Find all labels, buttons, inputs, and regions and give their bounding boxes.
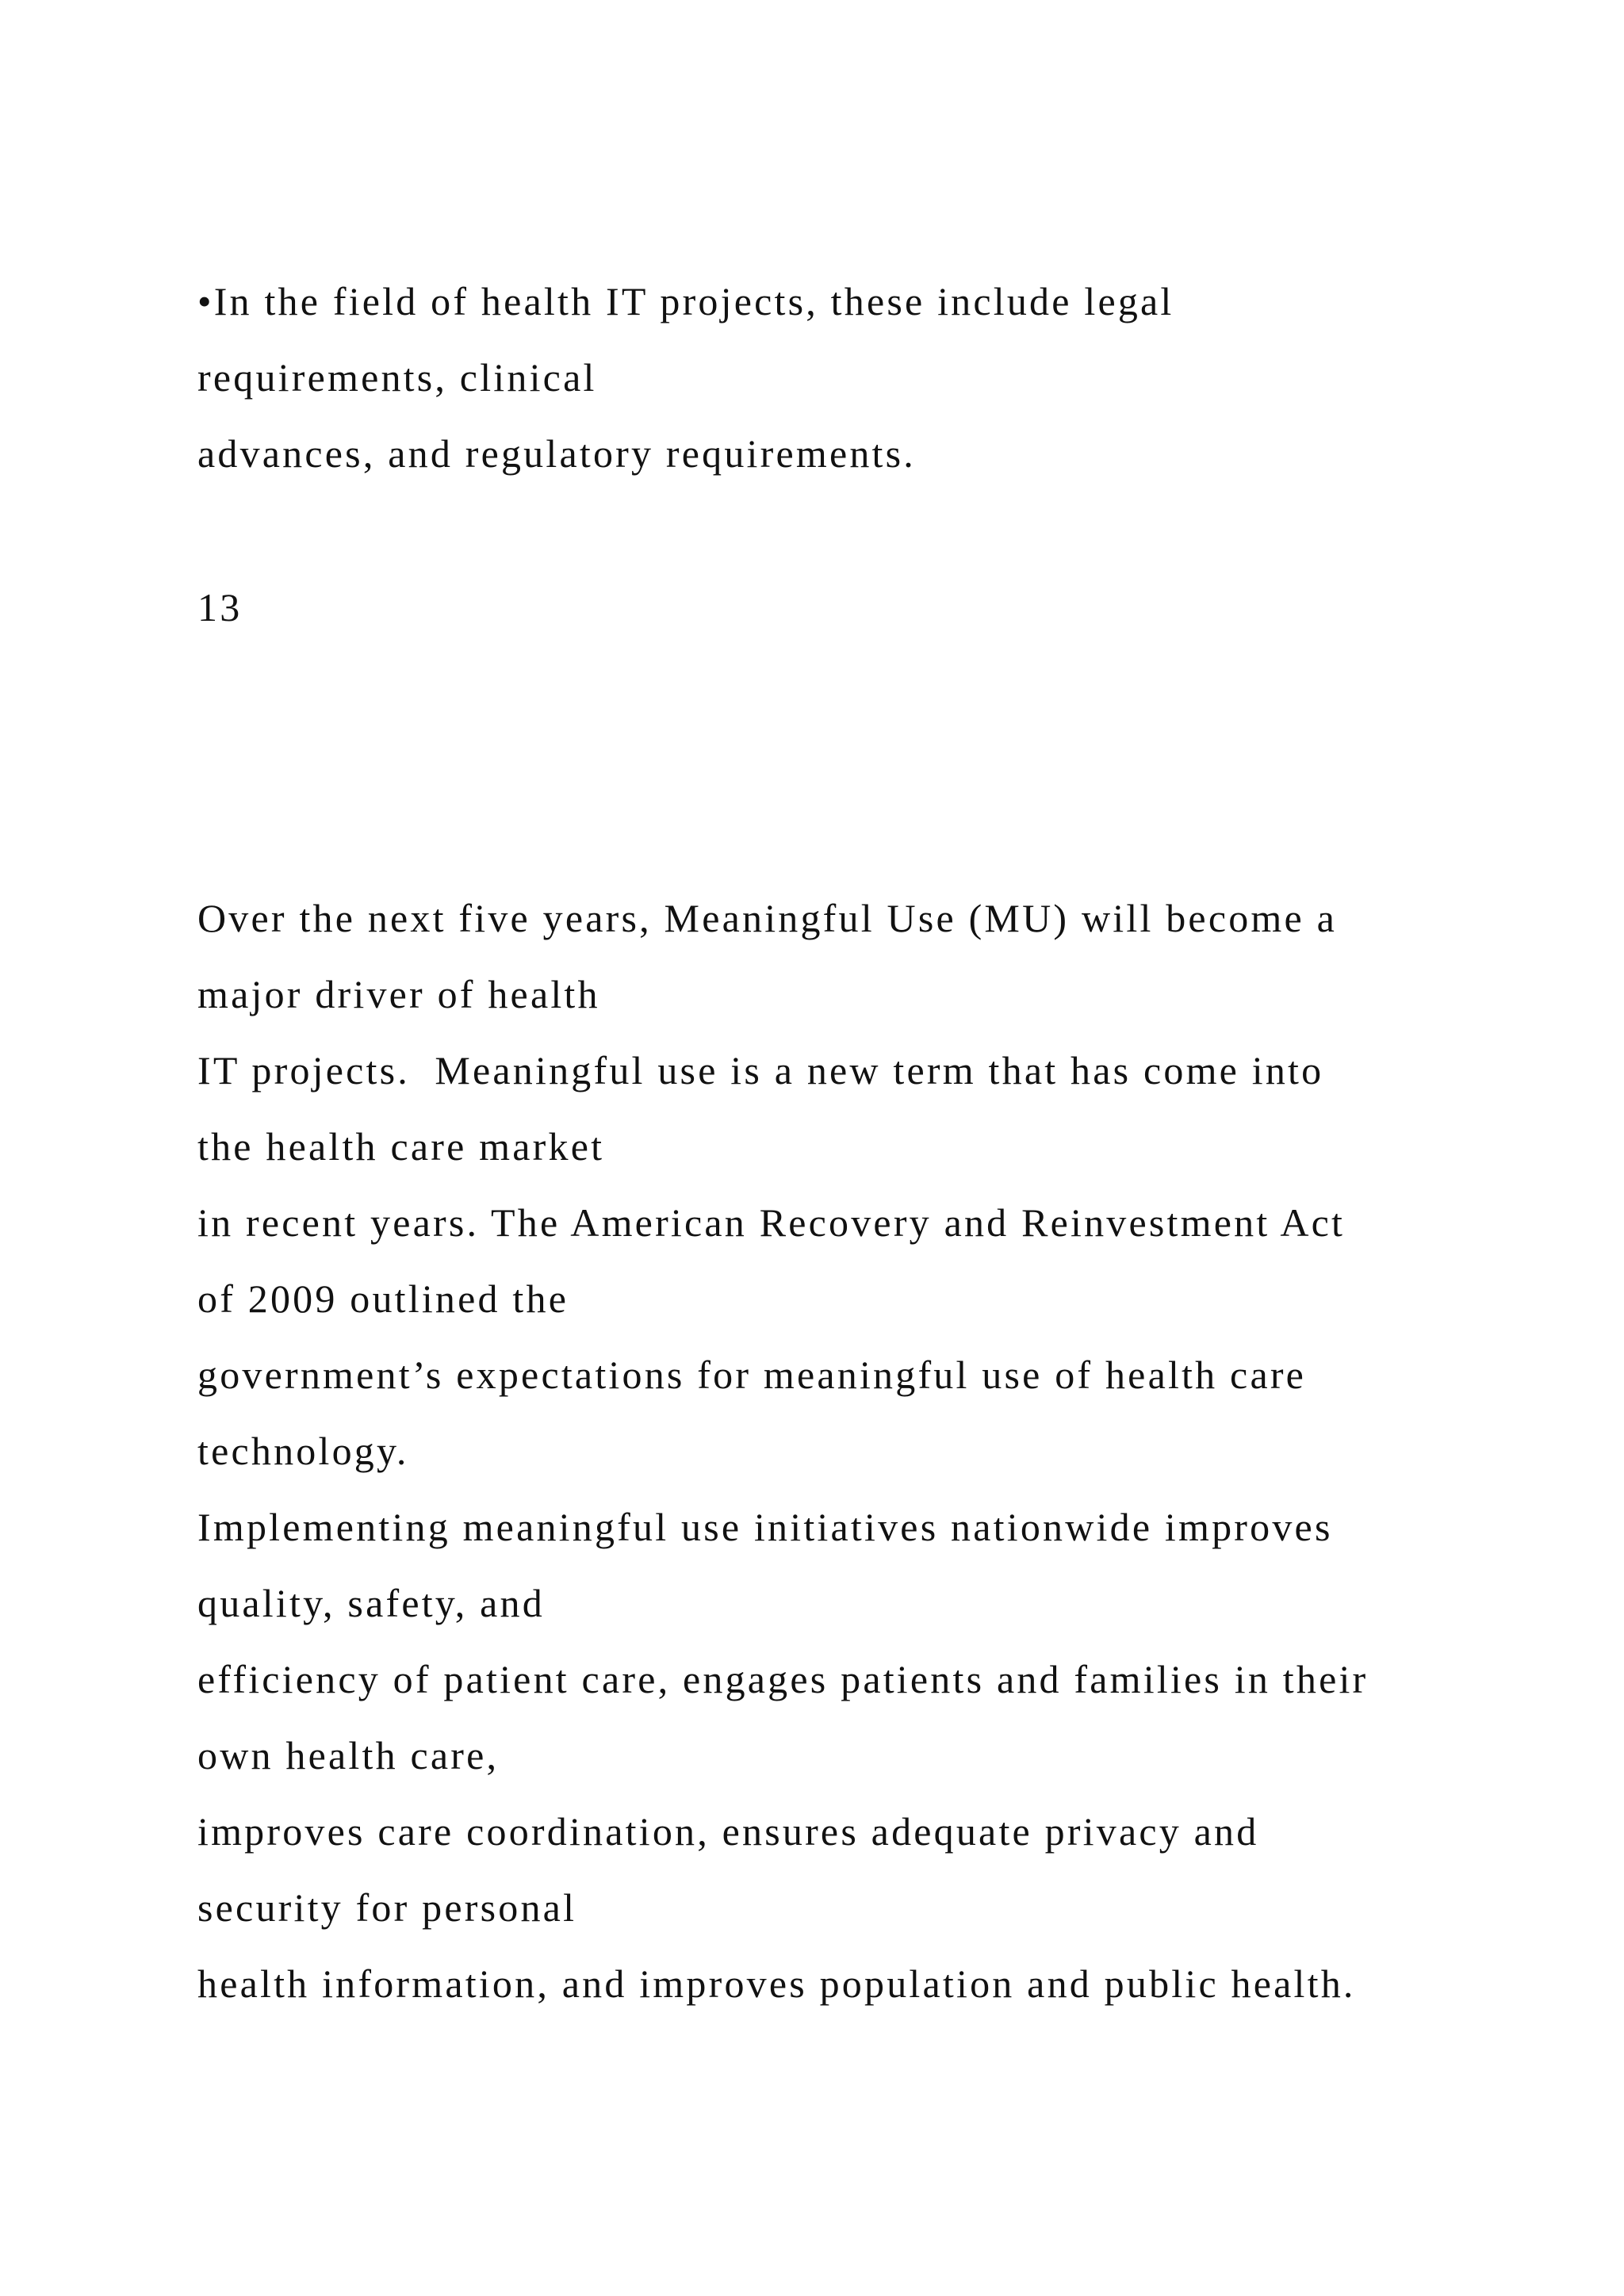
text-line: technology.: [197, 1429, 409, 1473]
text-line: security for personal: [197, 1885, 577, 1930]
text-line: Over the next five years, Meaningful Use (MU) will become a: [197, 896, 1337, 940]
text-line: •In the field of health IT projects, these include legal: [197, 279, 1174, 323]
text-line: Implementing meaningful use initiatives nationwide improves: [197, 1505, 1333, 1549]
text-line: requirements, clinical: [197, 355, 597, 400]
text-line: own health care,: [197, 1733, 500, 1777]
text-line: advances, and regulatory requirements.: [197, 431, 916, 476]
text-line: the health care market: [197, 1124, 605, 1169]
text-line: government’s expectations for meaningful use of health care: [197, 1353, 1307, 1397]
text-line: quality, safety, and: [197, 1581, 545, 1625]
text-line: in recent years. The American Recovery and Reinvestment Act: [197, 1200, 1346, 1245]
text-line: health information, and improves population and public health.: [197, 1961, 1356, 2006]
text-line: major driver of health: [197, 972, 600, 1016]
text-line: IT projects. Meaningful use is a new term that has come into: [197, 1048, 1324, 1093]
text-line: efficiency of patient care, engages patients and families in their: [197, 1657, 1369, 1701]
text-line: improves care coordination, ensures adequate privacy and: [197, 1809, 1259, 1854]
page-number: 13: [197, 585, 243, 629]
text-line: of 2009 outlined the: [197, 1276, 569, 1321]
